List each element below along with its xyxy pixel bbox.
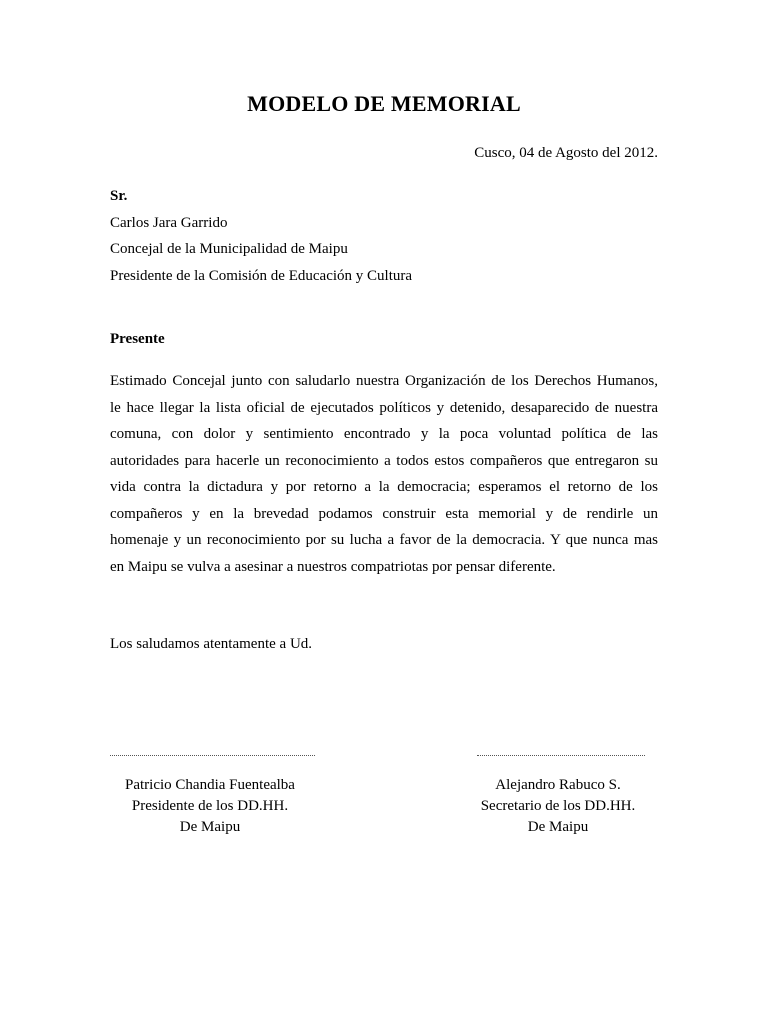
signature-block-president bbox=[110, 775, 310, 838]
recipient-salutation: Sr. bbox=[110, 188, 128, 204]
recipient-position: Concejal de la Municipalidad de Maipu bbox=[110, 241, 348, 257]
signature-line-left bbox=[110, 755, 315, 756]
recipient-role: Presidente de la Comisión de Educación y Cultura bbox=[110, 267, 413, 284]
signer-title: Secretario de los DD.HH. bbox=[480, 798, 636, 814]
body-line: compañeros y en la brevedad podamos construir esta memorial y de rendirle un bbox=[110, 505, 658, 522]
signer-title: Presidente de los DD.HH. bbox=[131, 798, 289, 814]
greeting: Presente bbox=[110, 331, 165, 347]
signer-name: Patricio Chandia Fuentealba bbox=[125, 777, 295, 793]
document-title: MODELO DE MEMORIAL bbox=[247, 91, 521, 116]
recipient-name: Carlos Jara Garrido bbox=[110, 214, 228, 231]
body-line: comuna, con dolor y sentimiento encontrado y la poca voluntad política de las bbox=[110, 426, 658, 442]
signer-place: De Maipu bbox=[179, 819, 241, 835]
body-line: homenaje y un reconocimiento por su lucha a favor de la democracia. Y que nunca mas bbox=[110, 532, 658, 548]
signature-line-right bbox=[477, 755, 645, 756]
body-line: autoridades para hacerle un reconocimiento a todos estos compañeros que entregaron su bbox=[110, 452, 658, 469]
recipient-block bbox=[110, 183, 670, 289]
closing-line: Los saludamos atentamente a Ud. bbox=[110, 636, 313, 652]
signature-block-secretary bbox=[460, 775, 656, 838]
signer-place: De Maipu bbox=[527, 819, 589, 835]
body-line: le hace llegar la lista oficial de ejecutados políticos y detenido, desaparecido de nuestra bbox=[110, 399, 658, 416]
body-line: Estimado Concejal junto con saludarlo nuestra Organización de los Derechos Humanos, bbox=[110, 373, 658, 389]
date-line: Cusco, 04 de Agosto del 2012. bbox=[474, 145, 658, 161]
body-line: vida contra la dictadura y por retorno a la democracia; esperamos el retorno de los bbox=[110, 479, 658, 495]
letter-body bbox=[110, 368, 658, 580]
signer-name: Alejandro Rabuco S. bbox=[495, 777, 621, 793]
body-line: en Maipu se vulva a asesinar a nuestros compatriotas por pensar diferente. bbox=[110, 558, 556, 575]
